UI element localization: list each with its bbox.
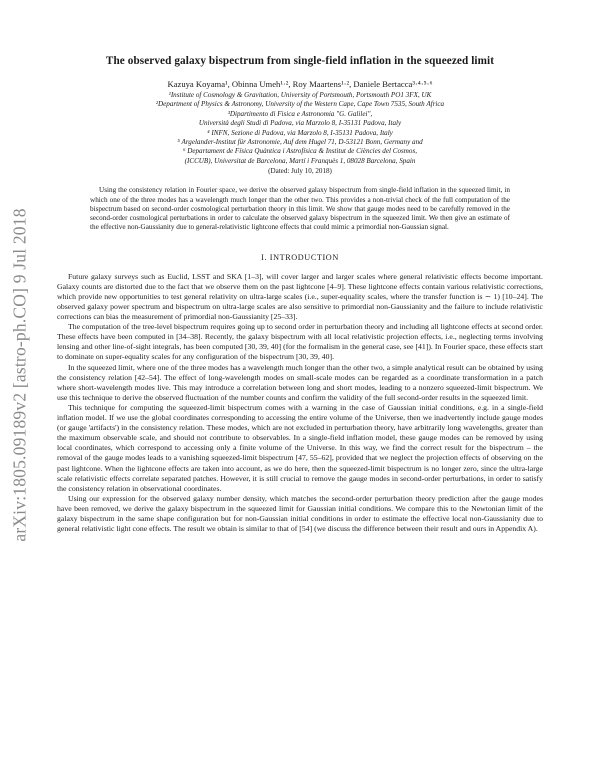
- abstract: Using the consistency relation in Fourier space, we derive the observed galaxy bispectrum from single-field inflation in the squeezed limit, in which one of the three modes has a wavelength much longer than the other two. This provides a non-trivial check of the full computation of the bispectrum based on second-order cosmological perturbation theory in this limit. We show that gauge modes need to be carefully removed in the second-order cosmological perturbations in order to calculate the observed galaxy bispectrum in the squeezed limit. We then give an estimate of the effective non-Gaussianity due to general-relativistic lightcone effects that could mimic a primordial non-Gaussian signal.: [90, 186, 510, 232]
- arxiv-identifier: arXiv:1805.09189v2 [astro-ph.CO] 9 Jul 2018: [9, 208, 30, 542]
- body-paragraph: The computation of the tree-level bispectrum requires going up to second order in perturbation theory and including all lightcone effects at second order. These effects have been computed in [34–38]. Recently, the galaxy bispectrum with all local relativistic projection effects, i.e., neglecting terms involving lensing and other line-of-sight integrals, has been computed [30, 39, 40] (for the formalism in the general case, see [41]). In Fourier space, these effects start to dominate on super-equality scales for any configuration of the bispectrum [30, 39, 40].: [57, 322, 543, 362]
- section-heading-introduction: I. INTRODUCTION: [261, 252, 339, 262]
- affiliation-line: Università degli Studi di Padova, via Marzolo 8, I-35131 Padova, Italy: [198, 119, 402, 128]
- affiliation-line: ³Dipartimento di Fisica e Astronomia "G. Galilei",: [227, 109, 373, 118]
- affiliation-line: ¹Institute of Cosmology & Gravitation, University of Portsmouth, Portsmouth PO1 3FX, UK: [168, 91, 432, 99]
- affiliation-line: ⁴ INFN, Sezione di Padova, via Marzolo 8, I-35131 Padova, Italy: [207, 128, 393, 137]
- paper-page: [57, 0, 543, 534]
- affiliation-line: ⁶ Departament de Física Quàntica i Astrofísica & Institut de Ciències del Cosmos,: [183, 147, 417, 156]
- introduction-body: [57, 272, 543, 534]
- body-paragraph: Using our expression for the observed galaxy number density, which matches the second-order perturbation theory prediction after the gauge modes have been removed, we derive the galaxy bispectrum in the squeezed limit for Gaussian initial conditions. We compare this to the Newtonian limit of the galaxy bispectrum in the same shape configuration but for non-Gaussian initial conditions in order to estimate the effective local non-Gaussianity due to general relativistic light cone effects. The result we obtain is similar to that of [54] (we discuss the difference between their result and ours in Appendix A).: [57, 493, 543, 534]
- affiliations: [57, 91, 543, 166]
- body-paragraph: In the squeezed limit, where one of the three modes has a wavelength much longer than the other two, a simple analytical result can be obtained by using the consistency relation [42–54]. The effect of long-wavelength modes on small-scale modes can be regarded as a coordinate transformation in a patch where short-wavelength modes live. This may introduce a correlation between long and short modes, leading to a nonzero squeezed-limit bispectrum. We use this technique to derive the observed fluctuation of the number counts and confirm the validity of the full second-order results in the squeezed limit.: [57, 362, 543, 402]
- affiliation-line: (ICCUB), Universitat de Barcelona, Martí i Franquès 1, 08028 Barcelona, Spain: [184, 156, 416, 165]
- body-paragraph: Future galaxy surveys such as Euclid, LSST and SKA [1–3], will cover larger and larger scales where general relativistic effects become important. Galaxy counts are distorted due to the fact that we observe them on the past lightcone [4–9]. These lightcone effects contain various relativistic corrections, which provide new opportunities to test general relativity on ultra-large scales (i.e., super-equality scales, where the transfer function is ∼ 1) [10–24]. The observed galaxy power spectrum and bispectrum on ultra-large scales are also sensitive to primordial non-Gaussianity and the failure to include relativistic corrections can bias the measurement of primordial non-Gaussianity [25–33].: [57, 271, 543, 322]
- author-list: Kazuya Koyama¹, Obinna Umeh¹·², Roy Maartens¹·², Daniele Bertacca³·⁴·⁵·⁶: [167, 79, 433, 89]
- paper-title: The observed galaxy bispectrum from single-field inflation in the squeezed limit: [105, 55, 495, 67]
- affiliation-line: ⁵ Argelander-Institut für Astronomie, Auf dem Hugel 71, D-53121 Bonn, Germany and: [177, 138, 423, 147]
- affiliation-line: ²Department of Physics & Astronomy, University of the Western Cape, Cape Town 7535, South Africa: [155, 100, 445, 109]
- body-paragraph: This technique for computing the squeezed-limit bispectrum comes with a warning in the case of Gaussian initial conditions, e.g. in a single-field inflation model. If we use the global coordinates corresponding to accessing the entire volume of the Universe, then we inadvertently include gauge modes (or gauge 'artifacts') in the consistency relation. These modes, which are not excluded in perturbation theory, have arbitrarily long wavelengths, greater than the maximum observable scale, and should not contribute to observables. In a single-field inflation model, these gauge modes can be removed by using local coordinates, which correspond to accessing only a finite volume of the Universe. In this way, we find the correct result for the bispectrum – the removal of the gauge modes leads to a vanishing squeezed-limit bispectrum [47, 55–62], provided that we neglect the projection effects of observing on the past lightcone. When the lightcone effects are taken into account, as we do here, then the squeezed-limit bispectrum is no longer zero, since the ultra-large scale relativistic effects correlate separated patches. However, it is still crucial to remove the gauge modes in second-order perturbations, in order to satisfy the consistency relation in observational coordinates.: [57, 402, 543, 493]
- arxiv-stamp-strip: [0, 140, 40, 610]
- dated-line: (Dated: July 10, 2018): [268, 167, 332, 176]
